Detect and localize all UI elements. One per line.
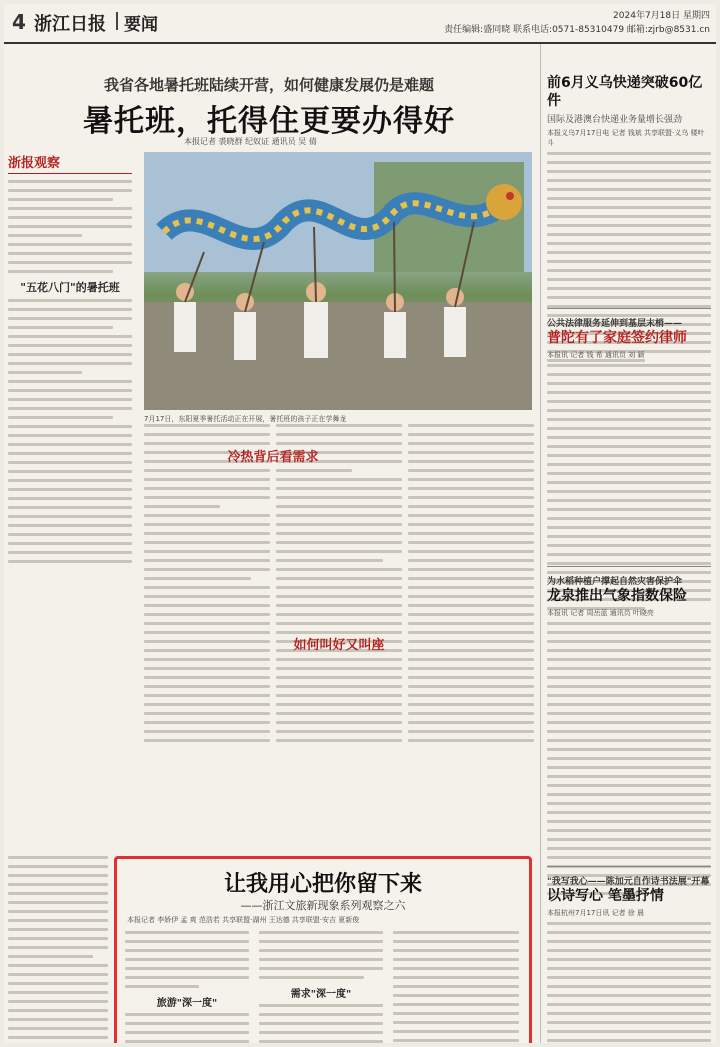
putuo-title: 普陀有了家庭签约律师 — [547, 330, 687, 346]
lead-heading-demand: 冷热背后看需求 — [227, 450, 319, 465]
longquan-byline: 本报讯 记者 周岳蓝 通讯员 叶晓亮 — [547, 609, 654, 617]
feature-subtitle: ——浙江文旅新现象系列观察之六 — [240, 899, 406, 912]
lead-continuation — [8, 856, 108, 1043]
divider — [547, 566, 711, 567]
yiwu-subtitle: 国际及港澳台快递业务量增长强劲 — [547, 115, 683, 125]
dragon-dance-photo-illustration — [144, 152, 532, 410]
feature-col-3 — [393, 931, 519, 1043]
article-longquan — [547, 572, 711, 901]
page-number: 4 — [12, 10, 26, 34]
issue-date: 2024年7月18日 星期四 — [613, 11, 710, 21]
lead-section-heading: "五花八门"的暑托班 — [20, 281, 120, 294]
lead-body-col-3 — [408, 424, 534, 844]
lead-body-col-1 — [144, 424, 270, 844]
article-calligraphy — [547, 872, 711, 1043]
feature-section-2: 需求"深一度" — [290, 989, 352, 1000]
divider — [547, 866, 711, 867]
lead-byline: 本报记者 裘晓群 纪奴证 通讯员 吴 倩 — [184, 137, 317, 146]
lead-photo — [144, 152, 532, 410]
feature-byline: 本报记者 李娇伊 孟 爽 范浩若 共享联盟·湖州 王达德 共享联盟·安吉 夏新俊 — [127, 916, 360, 924]
calligraphy-title: 以诗写心 笔墨抒情 — [547, 888, 664, 904]
feature-col-2 — [259, 931, 383, 1043]
lead-subtitle: 我省各地暑托班陆续开营，如何健康发展仍是难题 — [103, 76, 434, 94]
right-column — [540, 44, 716, 1043]
putuo-kicker: 公共法律服务延伸到基层末梢—— — [547, 319, 683, 329]
feature-title: 让我用心把你留下来 — [223, 871, 422, 897]
main-column — [4, 44, 534, 1043]
lead-side-column — [8, 152, 132, 602]
feature-section-1: 旅游"深一度" — [156, 998, 218, 1009]
feature-article-highlight[interactable] — [114, 856, 532, 1043]
feature-col-1 — [125, 931, 249, 1043]
calligraphy-byline: 本报杭州7月17日讯 记者 徐 晨 — [547, 909, 645, 917]
newspaper-page — [4, 4, 716, 1043]
editor-info: 责任编辑:盛同晓 联系电话:0571-85310479 邮箱:zjrb@8531.cn — [444, 25, 710, 35]
yiwu-byline: 本报义乌7月17日电 记者 钱斌 共享联盟·义乌 楼叶斗 — [547, 129, 705, 147]
longquan-title: 龙泉推出气象指数保险 — [547, 588, 687, 604]
lead-title: 暑托班，托得住更要办得好 — [83, 104, 455, 139]
newspaper-logo: 浙江日报 — [34, 14, 106, 35]
longquan-kicker: 为水稻种植户撑起自然灾害保护伞 — [547, 577, 683, 587]
putuo-byline: 本报讯 记者 钱 希 通讯员 刘 颖 — [547, 351, 645, 359]
article-putuo — [547, 314, 711, 616]
masthead-divider — [116, 12, 118, 30]
section-title: 要闻 — [124, 15, 158, 35]
calligraphy-kicker: "我写我心——陈加元自作诗书法展"开幕 — [547, 877, 710, 887]
photo-caption: 7月17日，东阳夏季暑托活动正在开展，暑托班的孩子正在学舞龙 — [144, 415, 347, 423]
yiwu-title: 前6月义乌快递突破60亿件 — [547, 75, 703, 109]
divider — [547, 308, 711, 309]
column-label: 浙报观察 — [8, 152, 132, 174]
lead-heading-how: 如何叫好又叫座 — [293, 638, 385, 653]
masthead — [4, 4, 716, 44]
